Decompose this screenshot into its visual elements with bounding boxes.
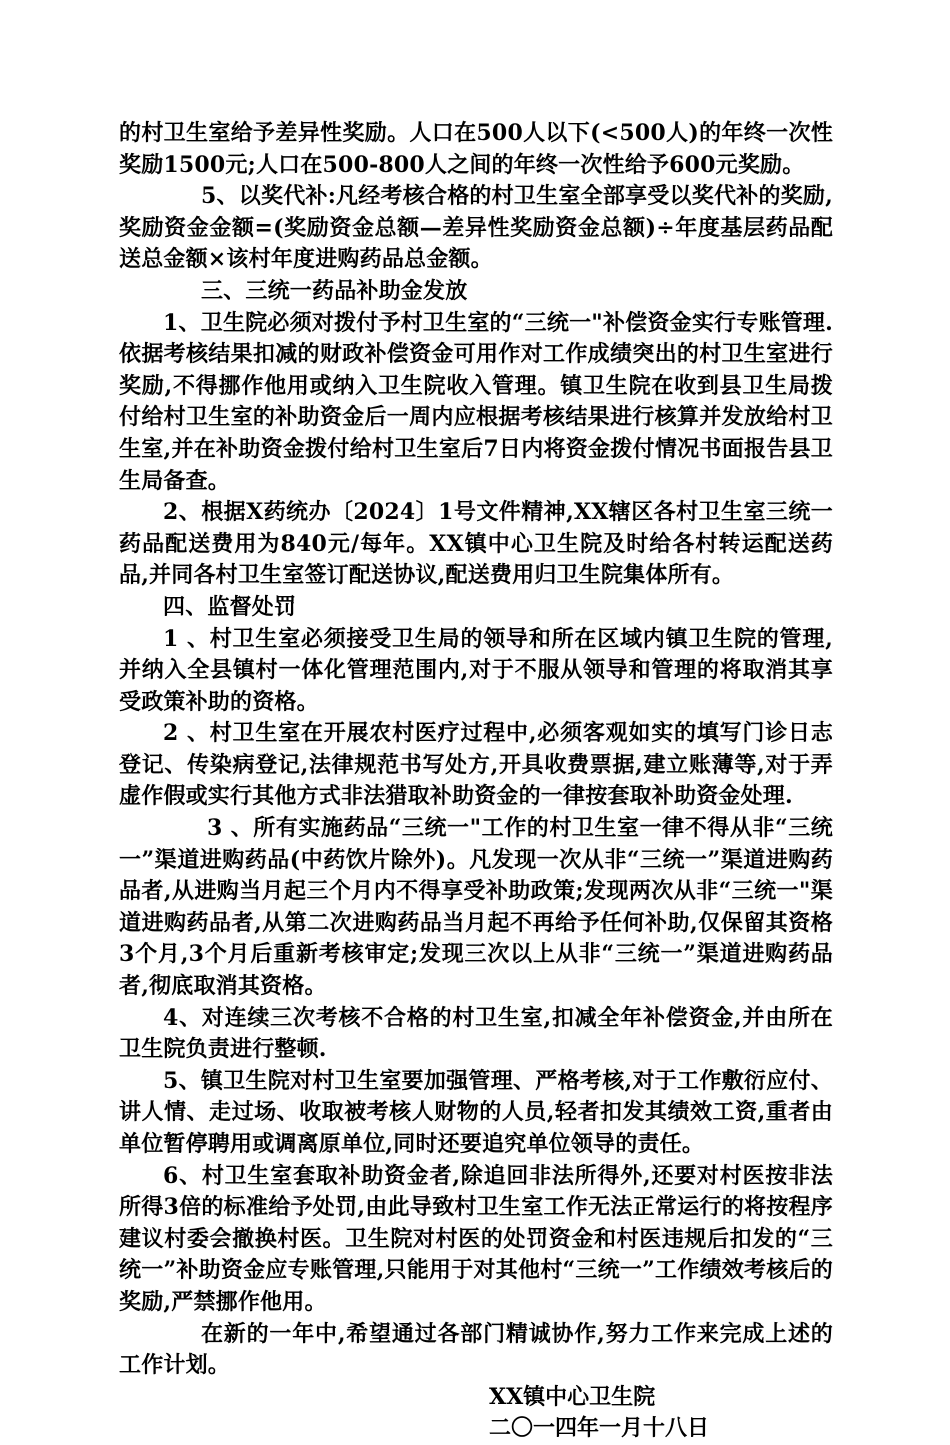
signature-organization: XX镇中心卫生院 [489,1383,656,1410]
paragraph-closing: 在新的一年中,希望通过各部门精诚协作,努力工作来完成上述的工作计划。 [119,1320,833,1379]
paragraph-section4-item1: 1 、村卫生室必须接受卫生局的领导和所在区域内镇卫生院的管理,并纳入全县镇村一体化管理范围内,对于不服从领导和管理的将取消其享受政策补助的资格。 [119,625,833,715]
paragraph-section4-item4: 4、对连续三次考核不合格的村卫生室,扣减全年补偿资金,并由所在卫生院负责进行整顿. [119,1004,833,1063]
paragraph-reward-population: 的村卫生室给予差异性奖励。人口在500人以下(<500人)的年终一次性奖励1500元;人口在500-800人之间的年终一次性给予600元奖励。 [119,120,833,178]
signature-date: 二〇一四年一月十八日 [489,1415,710,1442]
paragraph-section4-item3: 3 、所有实施药品“三统一"工作的村卫生室一律不得从非“三统一”渠道进购药品(中药饮片除外)。凡发现一次从非“三统一”渠道进购药品者,从进购当月起三个月内不得享受补助政策;发现两次从非“三统一"渠道进购药品者,从第二次进购药品当月起不再给予任何补助,仅保留其资格3个月,3个月后重新考核审定;发现三次以上从非“三统一”渠道进购药品者,彻底取消其资格。 [119,815,833,1000]
paragraph-section4-item5: 5、镇卫生院对村卫生室要加强管理、严格考核,对于工作敷衍应付、讲人情、走过场、收取被考核人财物的人员,轻者扣发其绩效工资,重者由单位暂停聘用或调离原单位,同时还要追究单位领导的责任。 [119,1067,833,1157]
signature-block [119,1382,833,1445]
paragraph-section3-item2: 2、根据X药统办〔2024〕1号文件精神,XX辖区各村卫生室三统一药品配送费用为840元/每年。XX镇中心卫生院及时给各村转运配送药品,并同各村卫生室签订配送协议,配送费用归卫生院集体所有。 [119,499,833,589]
section-heading-four: 四、监督处罚 [163,593,297,620]
paragraph-section3-item1: 1、卫生院必须对拨付予村卫生室的“三统一"补偿资金实行专账管理.依据考核结果扣减的财政补偿资金可用作对工作成绩突出的村卫生室进行奖励,不得挪作他用或纳入卫生院收入管理。镇卫生院在收到县卫生局拨付给村卫生室的补助资金后一周内应根据考核结果进行核算并发放给村卫生室,并在补助资金拨付给村卫生室后7日内将资金拨付情况书面报告县卫生局备查。 [119,309,833,494]
paragraph-section4-item6: 6、村卫生室套取补助资金者,除追回非法所得外,还要对村医按非法所得3倍的标准给予处罚,由此导致村卫生室工作无法正常运行的将按程序建议村委会撤换村医。卫生院对村医的处罚资金和村医违规后扣发的“三统一”补助资金应专账管理,只能用于对其他村“三统一”工作绩效考核后的奖励,严禁挪作他用。 [119,1162,833,1315]
paragraph-section4-item2: 2 、村卫生室在开展农村医疗过程中,必须客观如实的填写门诊日志登记、传染病登记,法律规范书写处方,开具收费票据,建立账薄等,对于弄虚作假或实行其他方式非法猎取补助资金的一律按套取补助资金处理. [119,720,833,810]
document-page [119,118,833,1445]
paragraph-reward-subsidy: 5、以奖代补:凡经考核合格的村卫生室全部享受以奖代补的奖励,奖励资金金额=(奖励资金总额—差异性奖励资金总额)÷年度基层药品配送总金额×该村年度进购药品总金额。 [119,183,833,273]
section-heading-three: 三、三统一药品补助金发放 [201,277,468,304]
